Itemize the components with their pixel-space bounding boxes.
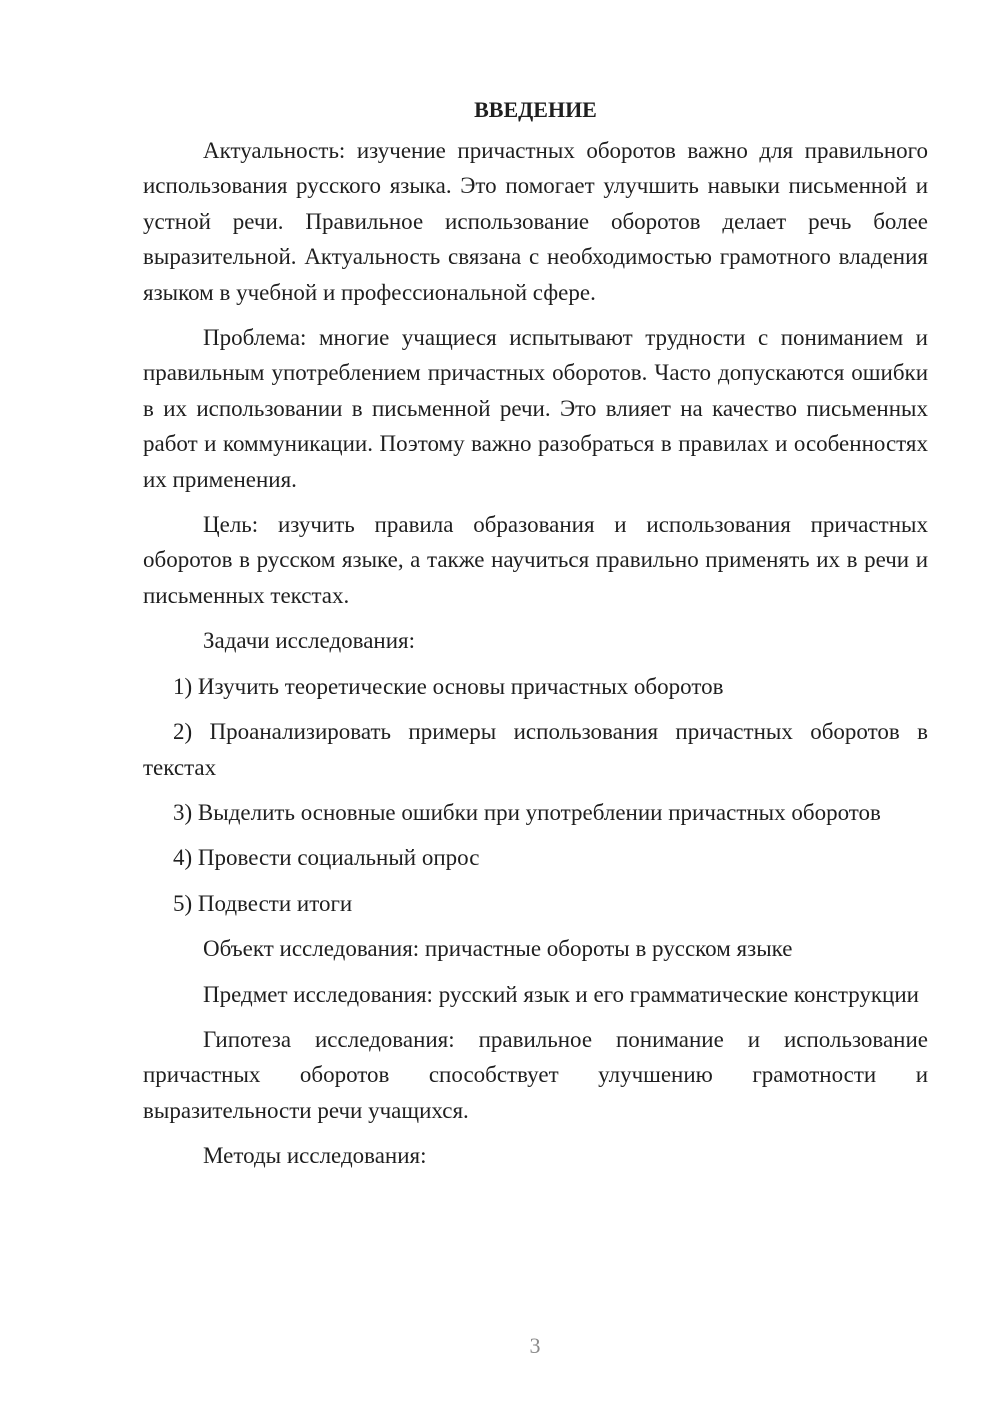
page-title: ВВЕДЕНИЕ [474, 97, 597, 122]
paragraph-subject: Предмет исследования: русский язык и его грамматические конструкции [203, 981, 919, 1007]
list-item: 2) Проанализировать примеры использования причастных оборотов в текстах [143, 719, 928, 780]
page-content [143, 92, 928, 1184]
paragraph-object: Объект исследования: причастные обороты в русском языке [203, 936, 793, 962]
paragraph-hypothesis: Гипотеза исследования: правильное понимание и использование причастных оборотов способствует улучшению грамотности и выразительности речи учащихся. [143, 1026, 928, 1123]
paragraph-goal: Цель: изучить правила образования и использования причастных оборотов в русском языке, а также научиться правильно применять их в речи и письменных текстах. [143, 512, 928, 608]
list-item: 5) Подвести итоги [173, 890, 353, 916]
tasks-heading: Задачи исследования: [203, 628, 416, 654]
paragraph-problem: Проблема: многие учащиеся испытывают трудности с пониманием и правильным употреблением причастных оборотов. Часто допускаются ошибки в их использовании в письменной речи. Это влияет на качество письменных работ и коммуникации. Поэтому важно разобраться в правилах и особенностях их применения. [143, 325, 928, 492]
tasks-list [143, 669, 928, 921]
list-item: 4) Провести социальный опрос [173, 845, 480, 871]
list-item: 1) Изучить теоретические основы причастных оборотов [173, 673, 724, 699]
paragraph-relevance: Актуальность: изучение причастных оборотов важно для правильного использования русского языка. Это помогает улучшить навыки письменной и устной речи. Правильное использование оборотов делает речь более выразительной. Актуальность связана с необходимостью грамотного владения языком в учебной и профессиональной сфере. [143, 138, 928, 305]
list-item: 3) Выделить основные ошибки при употреблении причастных оборотов [173, 799, 881, 825]
methods-heading: Методы исследования: [203, 1143, 427, 1169]
page-number: 3 [529, 1333, 541, 1358]
